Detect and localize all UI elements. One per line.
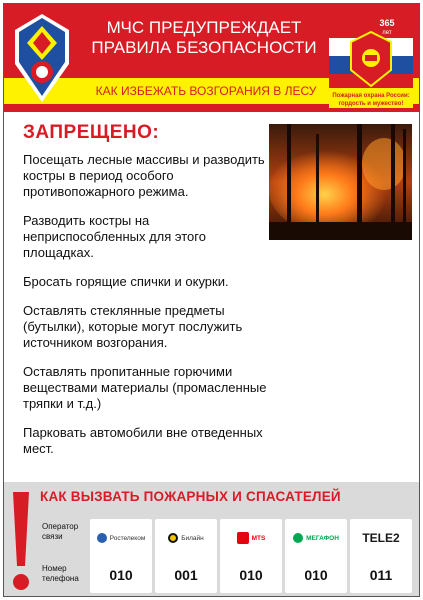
poster — [3, 3, 420, 597]
forbidden-item: Разводить костры на неприспособленных для этого площадках. — [23, 213, 206, 260]
badge-motto-line1: Пожарная охрана России: — [332, 93, 410, 99]
operator-number: 010 — [109, 567, 133, 583]
beeline-logo-icon — [168, 533, 178, 543]
operator-name: MTS — [251, 534, 266, 542]
badge-motto-line2: гордость и мужество! — [338, 101, 404, 107]
operator-logo — [155, 519, 217, 557]
forbidden-item: Бросать горящие спички и окурки. — [23, 274, 229, 289]
header-title-line2: ПРАВИЛА БЕЗОПАСНОСТИ — [91, 38, 317, 57]
forbidden-item: Оставлять стеклянные предметы (бутылки), которые могут послужить источником возгорания. — [23, 303, 243, 350]
operator-label-line2: связи — [42, 532, 63, 541]
operator-label — [42, 522, 78, 542]
megafon-logo-icon — [293, 533, 303, 543]
forest-fire-photo — [269, 124, 412, 240]
operator-number: 011 — [369, 567, 393, 583]
operator-label-line1: Оператор — [42, 522, 79, 531]
phone-label-line1: Номер — [42, 564, 67, 573]
phone-label — [42, 564, 79, 584]
forbidden-item: Парковать автомобили вне отведенных мест. — [23, 425, 263, 456]
operator-card-megafon — [285, 519, 347, 593]
call-title: КАК ВЫЗВАТЬ ПОЖАРНЫХ И СПАСАТЕЛЕЙ — [40, 489, 341, 504]
operator-name: МЕГАФОН — [306, 534, 339, 542]
operator-card-tele2 — [350, 519, 412, 593]
operator-card-mts — [220, 519, 282, 593]
operator-card-beeline — [155, 519, 217, 593]
emergency-call-panel — [4, 482, 419, 597]
mts-logo-icon — [237, 532, 249, 544]
forbidden-item: Посещать лесные массивы и разводить костры в период особого противопожарного режима. — [23, 152, 265, 199]
badge-number: 365 — [379, 18, 395, 28]
exclamation-icon — [10, 492, 32, 592]
rostelecom-logo-icon — [97, 533, 107, 543]
operator-logo — [220, 519, 282, 557]
operator-name: Билайн — [181, 534, 204, 542]
forbidden-item: Оставлять пропитанные горючими веществами материалы (промасленные тряпки и т.д.) — [23, 364, 267, 411]
forbidden-title: ЗАПРЕЩЕНО: — [23, 122, 160, 143]
fire-service-365-badge-icon — [329, 16, 413, 108]
operator-logo — [90, 519, 152, 557]
operator-name: Ростелеком — [109, 534, 146, 542]
operator-number: 010 — [304, 567, 328, 583]
mchs-emblem-icon — [11, 12, 73, 104]
badge-unit: лет — [382, 30, 392, 36]
operator-name: TELE2 — [362, 531, 400, 545]
operator-logo — [350, 519, 412, 557]
operator-card-rostelecom — [90, 519, 152, 593]
header-subtitle: КАК ИЗБЕЖАТЬ ВОЗГОРАНИЯ В ЛЕСУ — [95, 84, 317, 98]
phone-label-line2: телефона — [42, 574, 79, 583]
header-title-line1: МЧС ПРЕДУПРЕЖДАЕТ — [106, 18, 302, 37]
forbidden-list — [23, 152, 268, 470]
operator-number: 001 — [174, 567, 198, 583]
operator-logo — [285, 519, 347, 557]
header-title — [84, 18, 324, 58]
header-banner — [4, 4, 419, 112]
operator-number: 010 — [239, 567, 263, 583]
